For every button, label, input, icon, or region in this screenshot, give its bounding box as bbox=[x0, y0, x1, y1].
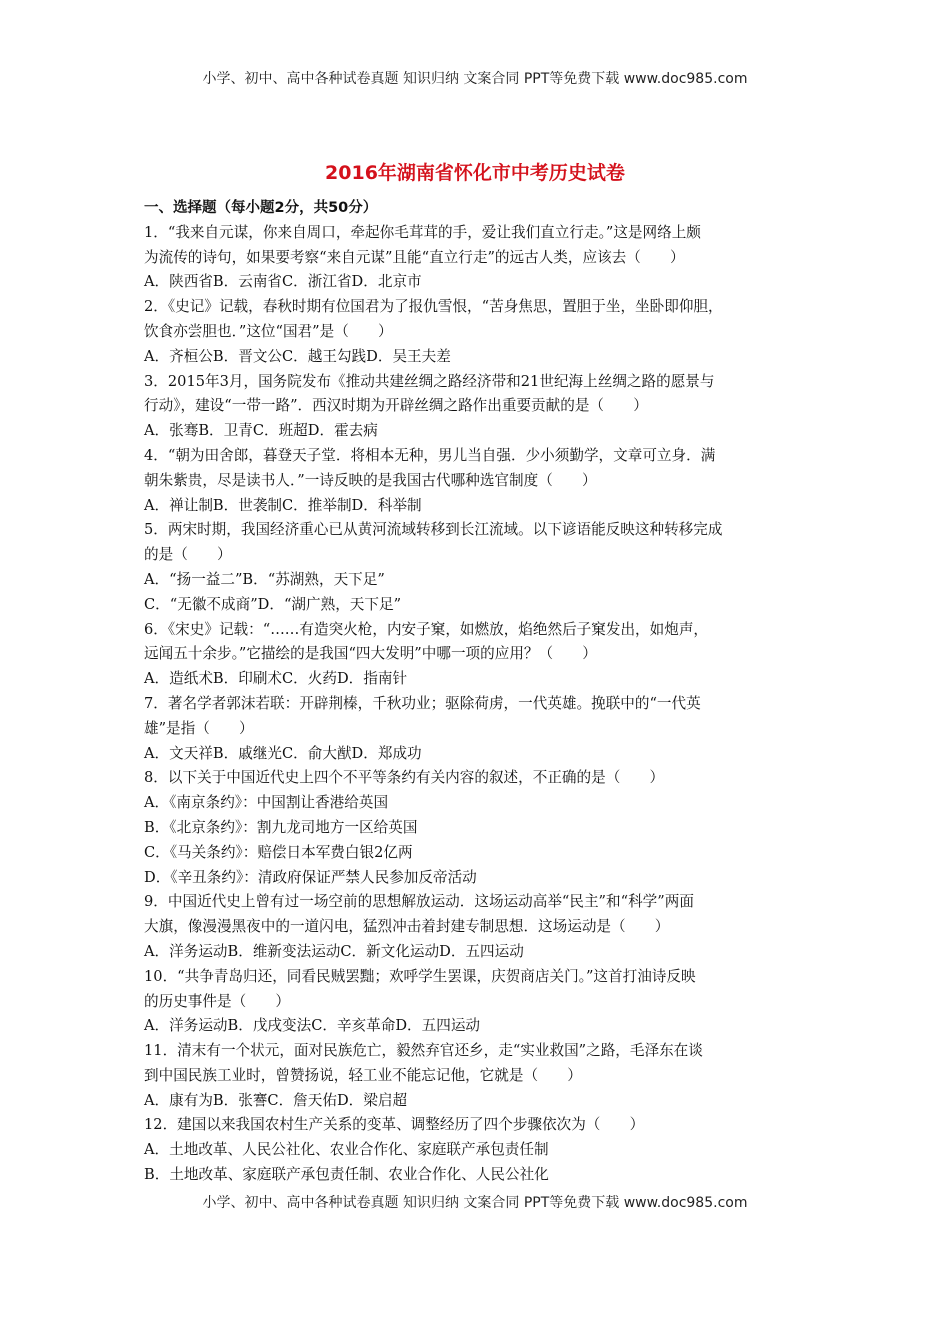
question-7 bbox=[144, 692, 808, 766]
answer-options: A．康有为B．张謇C．詹天佑D．梁启超 bbox=[144, 1091, 408, 1109]
answer-options: A．洋务运动B．戊戌变法C．辛亥革命D．五四运动 bbox=[144, 1017, 481, 1035]
question-stem-line: 为流传的诗句，如果要考察“来自元谋”且能“直立行走”的远古人类，应该去（ ） bbox=[144, 248, 685, 266]
question-stem-line: 11．清末有一个状元，面对民族危亡，毅然弃官还乡，走“实业救国”之路，毛泽东在谈 bbox=[144, 1042, 703, 1060]
question-stem-line: 2．《史记》记载，春秋时期有位国君为了报仇雪恨，“苦身焦思，置胆于坐，坐卧即仰胆， bbox=[144, 298, 723, 316]
question-stem-line: 8．以下关于中国近代史上四个不平等条约有关内容的叙述，不正确的是（ ） bbox=[144, 769, 665, 787]
question-stem-line: 远闻五十余步。”它描绘的是我国“四大发明”中哪一项的应用？（ ） bbox=[144, 645, 597, 663]
question-stem-line: 到中国民族工业时，曾赞扬说，轻工业不能忘记他，它就是（ ） bbox=[144, 1066, 582, 1084]
answer-options: A．“扬一益二”B．“苏湖熟，天下足” bbox=[144, 570, 385, 588]
question-stem-line: 6．《宋史》记载：“……有造突火枪，内安子窠，如燃放，焰绝然后子窠发出，如炮声， bbox=[144, 620, 709, 638]
question-6 bbox=[144, 618, 808, 692]
question-2 bbox=[144, 295, 808, 369]
question-11 bbox=[144, 1039, 808, 1113]
question-stem-line: 的是（ ） bbox=[144, 546, 232, 564]
question-stem-line: 饮食亦尝胆也．”这位“国君”是（ ） bbox=[144, 322, 393, 340]
question-stem-line: 7．著名学者郭沫若联：开辟荆榛，千秋功业；驱除荷虏，一代英雄。挽联中的“一代英 bbox=[144, 694, 701, 712]
answer-options: B．《北京条约》：割九龙司地方一区给英国 bbox=[144, 818, 418, 836]
question-list bbox=[144, 221, 808, 1188]
answer-options: A．文天祥B．戚继光C．俞大猷D．郑成功 bbox=[144, 744, 422, 762]
answer-options: A．土地改革、人民公社化、农业合作化、家庭联产承包责任制 bbox=[144, 1141, 549, 1159]
question-stem-line: 雄”是指（ ） bbox=[144, 719, 254, 737]
question-1 bbox=[144, 221, 808, 295]
answer-options: B．土地改革、家庭联产承包责任制、农业合作化、人民公社化 bbox=[144, 1166, 549, 1184]
question-stem-line: 5．两宋时期，我国经济重心已从黄河流域转移到长江流域。以下谚语能反映这种转移完成 bbox=[144, 521, 723, 539]
exam-title: 2016年湖南省怀化市中考历史试卷 bbox=[325, 162, 625, 184]
question-5 bbox=[144, 518, 808, 617]
question-4 bbox=[144, 444, 808, 518]
question-3 bbox=[144, 370, 808, 444]
question-stem-line: 朝朱紫贵，尽是读书人．”一诗反映的是我国古代哪种选官制度（ ） bbox=[144, 471, 597, 489]
answer-options: C．“无徽不成商”D．“湖广熟，天下足” bbox=[144, 595, 402, 613]
question-stem-line: 1．“我来自元谋，你来自周口，牵起你毛茸茸的手，爱让我们直立行走。”这是网络上颇 bbox=[144, 223, 701, 241]
answer-options: D．《辛丑条约》：清政府保证严禁人民参加反帝活动 bbox=[144, 868, 477, 886]
answer-options: A．张骞B．卫青C．班超D．霍去病 bbox=[144, 422, 378, 440]
answer-options: A．齐桓公B．晋文公C．越王勾践D．吴王夫差 bbox=[144, 347, 451, 365]
question-stem-line: 大旗，像漫漫黑夜中的一道闪电，猛烈冲击着封建专制思想．这场运动是（ ） bbox=[144, 918, 670, 936]
answer-options: C．《马关条约》：赔偿日本军费白银2亿两 bbox=[144, 843, 413, 861]
answer-options: A．造纸术B．印刷术C．火药D．指南针 bbox=[144, 670, 408, 688]
answer-options: A．《南京条约》：中国割让香港给英国 bbox=[144, 794, 389, 812]
page-footer-banner: 小学、初中、高中各种试卷真题 知识归纳 文案合同 PPT等免费下载 www.doc985.com bbox=[202, 1195, 748, 1211]
question-12 bbox=[144, 1113, 808, 1187]
question-stem-line: 行动》，建设“一带一路”．西汉时期为开辟丝绸之路作出重要贡献的是（ ） bbox=[144, 397, 648, 415]
exam-content bbox=[144, 196, 808, 1188]
question-stem-line: 4．“朝为田舍郎，暮登天子堂．将相本无种，男儿当自强．少小须勤学，文章可立身．满 bbox=[144, 446, 716, 464]
answer-options: A．陕西省B．云南省C．浙江省D．北京市 bbox=[144, 273, 422, 291]
question-stem-line: 12．建国以来我国农村生产关系的变革、调整经历了四个步骤依次为（ ） bbox=[144, 1116, 645, 1134]
answer-options: A．禅让制B．世袭制C．推举制D．科举制 bbox=[144, 496, 422, 514]
page-header-banner: 小学、初中、高中各种试卷真题 知识归纳 文案合同 PPT等免费下载 www.doc985.com bbox=[202, 71, 748, 87]
answer-options: A．洋务运动B．维新变法运动C．新文化运动D．五四运动 bbox=[144, 942, 524, 960]
question-9 bbox=[144, 890, 808, 964]
question-10 bbox=[144, 965, 808, 1039]
question-stem-line: 9．中国近代史上曾有过一场空前的思想解放运动．这场运动高举“民主”和“科学”两面 bbox=[144, 893, 694, 911]
question-8 bbox=[144, 766, 808, 890]
section-heading: 一、选择题（每小题2分，共50分） bbox=[144, 200, 378, 216]
question-stem-line: 10．“共争青岛归还，同看民贼罢黜；欢呼学生罢课，庆贺商店关门。”这首打油诗反映 bbox=[144, 967, 696, 985]
question-stem-line: 的历史事件是（ ） bbox=[144, 992, 290, 1010]
question-stem-line: 3．2015年3月，国务院发布《推动共建丝绸之路经济带和21世纪海上丝绸之路的愿景与 bbox=[144, 372, 715, 390]
